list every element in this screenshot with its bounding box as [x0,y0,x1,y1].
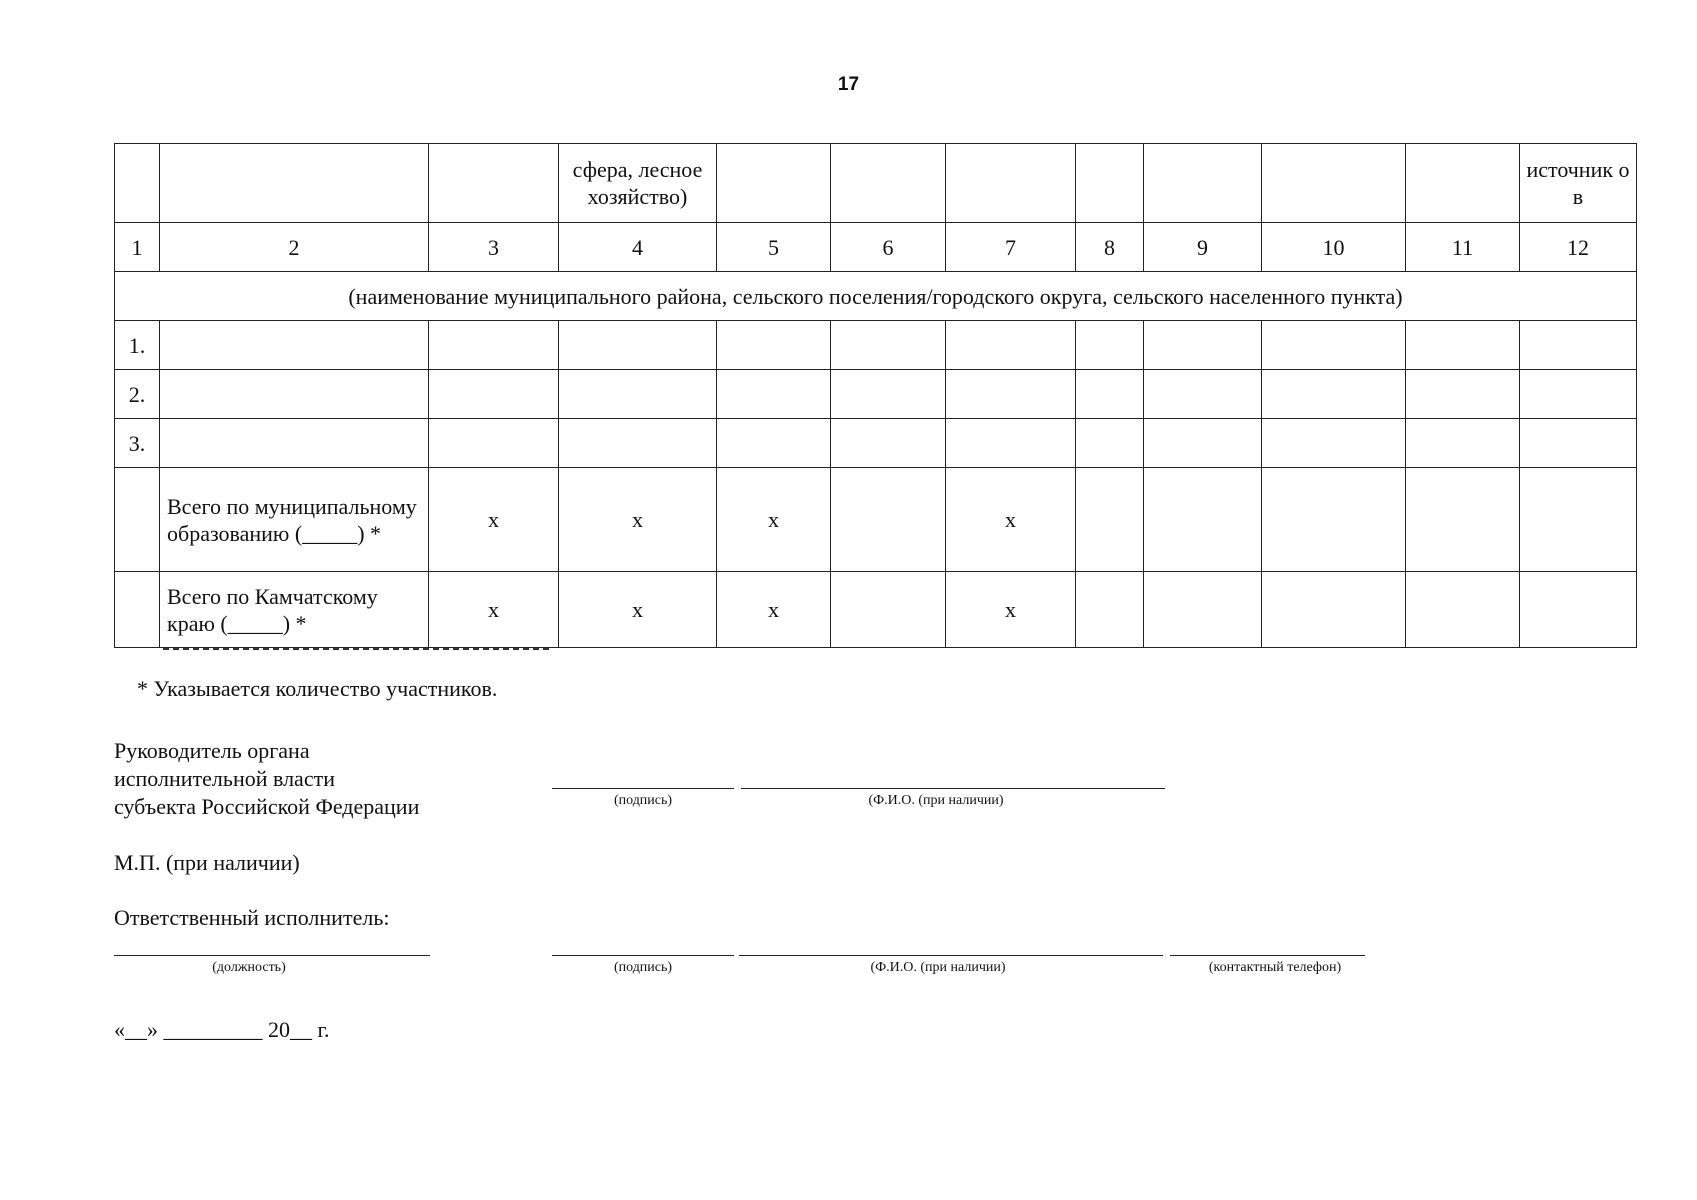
participants-table [114,143,1637,648]
head-title-line: исполнительной власти [114,766,335,791]
table-row [115,321,1637,370]
table-cell [1144,468,1262,572]
column-number: 4 [559,223,717,272]
total-label: Всего по Камчатскому краю (_____) * [160,572,429,648]
table-cell [1262,468,1406,572]
header-cell [429,144,559,223]
column-number: 2 [160,223,429,272]
table-cell [831,321,946,370]
position-caption: (должность) [212,960,286,975]
header-cell [1144,144,1262,223]
footnote: * Указывается количество участников. [137,676,498,701]
table-cell [1144,370,1262,419]
header-cell [1262,144,1406,223]
total-row-region [115,572,1637,648]
table-cell [429,370,559,419]
fio-line [741,788,1165,789]
table-row [115,370,1637,419]
header-cell [115,144,160,223]
column-number: 11 [1406,223,1520,272]
position-line [114,955,430,956]
table-cell: x [717,468,831,572]
stamp-label: М.П. (при наличии) [114,850,300,875]
header-cell: сфера, лесное хозяйство) [559,144,717,223]
table-cell [1406,419,1520,468]
table-cell [1406,370,1520,419]
table-cell [429,321,559,370]
table-cell [160,419,429,468]
table-cell [559,419,717,468]
header-cell [160,144,429,223]
row-number: 1. [115,321,160,370]
column-number: 1 [115,223,160,272]
header-cell [1406,144,1520,223]
row-number: 2. [115,370,160,419]
table-cell [1520,572,1637,648]
table-cell [1406,572,1520,648]
table-cell: x [559,572,717,648]
table-cell [946,321,1076,370]
signature-line [552,955,734,956]
table-cell [1076,468,1144,572]
table-cell [1076,419,1144,468]
signature-caption: (подпись) [613,793,673,808]
table-cell: x [429,468,559,572]
column-number: 3 [429,223,559,272]
table-cell [1406,468,1520,572]
table-cell [160,321,429,370]
table-cell [946,370,1076,419]
table-cell [115,572,160,648]
table-cell: x [946,572,1076,648]
table-cell: x [429,572,559,648]
table-cell [559,321,717,370]
column-number: 12 [1520,223,1637,272]
section-label: (наименование муниципального района, сельского поселения/городского округа, сельского населенного пункта) [115,272,1637,321]
table-cell [1520,468,1637,572]
table-cell [1076,572,1144,648]
table-cell [946,419,1076,468]
column-number: 10 [1262,223,1406,272]
table-cell: x [946,468,1076,572]
table-cell [1262,572,1406,648]
table-cell [831,572,946,648]
column-number-row [115,223,1637,272]
signature-line [552,788,734,789]
table-cell [1144,572,1262,648]
table-cell [717,370,831,419]
column-number: 6 [831,223,946,272]
table-cell: x [559,468,717,572]
total-label: Всего по муниципальному образованию (_____) * [160,468,429,572]
date-line: «__» _________ 20__ г. [114,1017,330,1042]
table-cell [1144,419,1262,468]
table-cell [831,419,946,468]
header-cell: источник ов [1520,144,1637,223]
column-number: 5 [717,223,831,272]
fio-caption: (Ф.И.О. (при наличии) [870,960,1006,975]
fio-caption: (Ф.И.О. (при наличии) [868,793,1004,808]
head-title [114,737,419,821]
table-cell [1262,370,1406,419]
table-cell [1262,419,1406,468]
column-number: 9 [1144,223,1262,272]
table-cell [717,419,831,468]
table-cell [1144,321,1262,370]
header-cell [831,144,946,223]
table-cell [717,321,831,370]
executor-label: Ответственный исполнитель: [114,905,390,930]
table-cell [160,370,429,419]
head-title-line: Руководитель органа [114,738,310,763]
column-number: 7 [946,223,1076,272]
phone-line [1170,955,1365,956]
table-cell: x [717,572,831,648]
table-cell [1262,321,1406,370]
table-cell [831,468,946,572]
column-number: 8 [1076,223,1144,272]
head-title-line: субъекта Российской Федерации [114,794,420,819]
phone-caption: (контактный телефон) [1208,960,1342,975]
row-number: 3. [115,419,160,468]
table-cell [1076,370,1144,419]
table-cell [1520,419,1637,468]
total-row-municipal [115,468,1637,572]
signature-caption: (подпись) [613,960,673,975]
table-cell [559,370,717,419]
table-cell [1406,321,1520,370]
table-cell [831,370,946,419]
table-cell [115,468,160,572]
header-cell [946,144,1076,223]
footnote-separator [163,648,549,650]
fio-line [739,955,1163,956]
table-cell [1520,370,1637,419]
section-row [115,272,1637,321]
table-header-row [115,144,1637,223]
header-cell [717,144,831,223]
table-cell [429,419,559,468]
header-cell [1076,144,1144,223]
table-cell [1520,321,1637,370]
table-cell [1076,321,1144,370]
page-number: 17 [837,74,860,95]
table-row [115,419,1637,468]
